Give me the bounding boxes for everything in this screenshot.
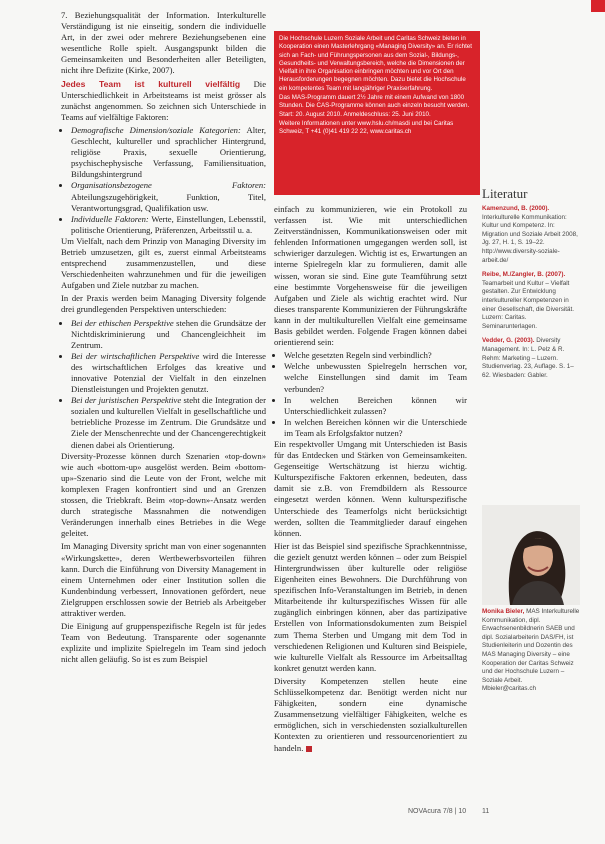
paragraph: einfach zu kommunizieren, wie ein Protokoll zu verfassen ist. Wie mit unterschiedlichen Zeitverständnissen, Kommunikationsweisen oder mit fehlenden Informationen umgegangen werden soll, ist schwieriger darzulegen. Wichtig ist es, Erwartungen an interne Spielregeln klar zu formulieren, damit alle wissen, woran sie sind. Eine gute Teamführung setzt eine bestimmte Vorgehensweise für die jeweiligen Aufgaben und Ziele als wichtig erachtet wird. Nur dieses transparente Kommunizieren der Führungskräfte kann in der multikulturellen Vielfalt eine gemeinsame Basis gebildet werden. Folgende Fragen können dabei orientierend sein: bbox=[274, 204, 467, 348]
left-column bbox=[61, 10, 266, 667]
paragraph: Ein respektvoller Umgang mit Unterschieden ist Basis für das Entdecken und Stärken von Gemeinsamkeiten. Gegenseitige Wertschätzung ist hierzu wichtig. Kulturspezifische Faktoren erkennen, bedeuten, dass damit sie z.B. von Fremdbildern als Ressource eingesetzt werden können. Wenn kulturspezifische Unterschiede des Teamerfolgs nicht berücksichtigt werden, sollten die Teammitglieder darauf eingehen können. bbox=[274, 438, 467, 538]
section-heading: Jedes Team ist kulturell vielfältig bbox=[61, 78, 241, 89]
middle-column bbox=[274, 204, 467, 756]
perspective-list bbox=[61, 318, 266, 451]
list-item bbox=[71, 125, 266, 180]
reference-text: Diversity Management. In: L. Pelz & R. Rehm: Marketing – Luzern. Studienverlag. 23, Auflage. S. 1–62. Wiesbaden: Gabler. bbox=[482, 337, 574, 379]
factor-list bbox=[61, 125, 266, 236]
list-term: Bei der ethischen Perspektive bbox=[71, 317, 174, 328]
list-term: Demografische Dimension/soziale Kategorien: bbox=[71, 124, 241, 135]
reference-item bbox=[482, 271, 580, 331]
info-box bbox=[274, 31, 480, 195]
paragraph-text: Die Unterschiedlichkeit in Arbeitsteams ist meist grösser als zunächst angenommen. So zeichnen sich Unterschiede in Teams auf vielfältige Faktoren: bbox=[61, 78, 267, 122]
section-heading-paragraph bbox=[61, 79, 266, 123]
list-item bbox=[71, 351, 266, 395]
paragraph: Im Managing Diversity spricht man von einer sogenannten «Wirkungskette», deren Wertbewerbsvorteilen führen kann. Durch die Einführung von Diversity Management in einem Unternehmen oder einer Institution sollen die Kundenbindung verbessert, Innovationen gefördert, neue Zielgruppen erschlossen sowie der Betrieb als Arbeitgeber attraktiver werden. bbox=[61, 541, 266, 618]
list-text: steht die Integration der sozialen und kulturellen Vielfalt in gesellschaftliche und betriebliche Prozesse im Zentrum. Die Grundsätze und Ziele der Menschenrechte und der Chancengerechtigkeit dienen dabei als Orientierung. bbox=[71, 395, 266, 450]
author-photo bbox=[482, 505, 580, 605]
author-email[interactable]: Mbieler@caritas.ch bbox=[482, 685, 536, 693]
reference-author: Kamenzund, B. (2000). bbox=[482, 205, 550, 212]
paragraph: In der Praxis werden beim Managing Diversity folgende drei grundlegenden Perspektiven unterschieden: bbox=[61, 293, 266, 315]
list-item: • Welche gesetzten Regeln sind verbindlich? bbox=[284, 350, 467, 361]
reference-text: Interkulturelle Kommunikation: Kultur und Kompetenz. In: Migration und Soziale Arbeit 2008, Jg. 27, H. 1, S. 19–22. http://www.diversity-soziale-arbeit.de/ bbox=[482, 213, 578, 264]
literature-sidebar bbox=[482, 186, 580, 386]
reference-author: Reibe, M./Zangler, B. (2007). bbox=[482, 271, 566, 279]
list-item: • In welchen Bereichen können wir Unterschiedlichkeit zulassen? bbox=[284, 395, 467, 417]
paragraph-text: Diversity Kompetenzen stellen heute eine Schlüsselkompetenz dar. Benötigt werden nicht nur Fähigkeiten, sondern eine dynamische Zusammensetzung vielfältiger Fähigkeiten, welche es ermöglichen, sich in verschiedensten sozialkulturellen Kontexten zu orientieren und ressourcenorientiert zu handeln. bbox=[274, 675, 467, 753]
info-paragraph: Die Hochschule Luzern Soziale Arbeit und Caritas Schweiz bieten in Kooperation einen Masterlehrgang «Managing Diversity» an. Er richtet sich an Fach- und Führungspersonen aus dem Sozial-, Bildungs-, Gesundheits- und Verwaltungsbereich, welche die Dimensionen der Vielfalt in ihre Organisation einbringen möchten und vor Ort den Herausforderungen begegnen möchten. Dazu bietet die Hochschule ein kompetentes Team mit langjähriger Praxiserfahrung. bbox=[279, 35, 472, 92]
list-term: Organisationsbezogene Faktoren: bbox=[71, 180, 266, 191]
list-text: Werte, Einstellungen, Lebensstil, politische Orientierung, Präferenzen, Arbeitsstil u. a. bbox=[71, 213, 266, 235]
list-text: stehen die Grundsätze der Nichtdiskriminierung und Chancengleichheit im Zentrum. bbox=[71, 317, 266, 350]
info-paragraph: Das MAS-Programm dauert 2½ Jahre mit einem Aufwand von 1800 Stunden. Die CAS-Programme können auch einzeln besucht werden. Start: 20. August 2010. Anmeldeschluss: 25. Juni 2010. bbox=[279, 94, 470, 118]
list-text: Abteilungszugehörigkeit, Funktion, Titel, Verantwortungsgrad, Qualifikation usw. bbox=[71, 191, 266, 213]
reference-item bbox=[482, 337, 580, 380]
question-list bbox=[274, 350, 467, 439]
list-term: Bei der wirtschaftlichen Perspektive bbox=[71, 350, 200, 361]
paragraph: Diversity-Prozesse können durch Szenarien «top-down» wie auch «bottom-up» ausgelöst werden. Beim «bottom-up»-Szenario sind die Leute von der Front, welche mit komplexen Fragen konfrontiert sind und an Grenzen stossen, die Triebkraft. Beim «top-down»-Ansatz werden durch strategische Massnahmen die notwendigen Veränderungen innerhalb eines Betriebes in die Wege geleitet. bbox=[61, 450, 266, 539]
author-description: MAS Interkulturelle Kommunikation, dipl. Erwachsenenbildnerin SAEB und dipl. Sozialarbeiterin DAS/FH, ist Studienleiterin und Dozentin des MAS Managing Diversity – eine Kooperation der Caritas Schweiz und der Hochschule Luzern – Soziale Arbeit. bbox=[482, 608, 580, 684]
list-item bbox=[71, 214, 266, 236]
list-item: • In welchen Bereichen können wir die Unterschiede im Team als Erfolgsfaktor nutzen? bbox=[284, 417, 467, 439]
list-item: • Welche unbewussten Spielregeln herrschen vor, welche Einstellungen sind damit im Team verbunden? bbox=[284, 361, 467, 394]
reference-item bbox=[482, 205, 580, 265]
list-term: Bei der juristischen Perspektive bbox=[71, 395, 182, 406]
list-term: Individuelle Faktoren: bbox=[71, 213, 149, 224]
paragraph: 7. Beziehungsqualität der Information. Interkulturelle Verständigung ist nie einseitig, sondern die individuelle Art, in der zwei oder mehrere Beziehungsebenen eine wesentliche Rolle spielt. Ausgangspunkt bilden die Gemeinsamkeiten und Besonderheiten aller Beteiligten, nicht ihre Defizite (Kirke, 2007). bbox=[61, 10, 266, 76]
reference-author: Vedder, G. (2003). bbox=[482, 337, 535, 345]
list-item bbox=[71, 180, 266, 213]
paragraph: Hier ist das Beispiel sind spezifische Sprachkenntnisse, die gezielt genutzt werden können – oder zum Beispiel Hintergrundwissen über kulturelle oder religiöse Eigenheiten eines Bewohners. Die Durchführung von spezifischen Info-Veranstaltungen im Betrieb, in denen Mitarbeitende ihr kulturspezifisches Wissen für alle zugänglich einbringen können, aber das partizipative Erstellen von Informationsdokumenten zum Beispiel zum Thema Sterben und Umgang mit dem Tod in verschiedenen Religionen und Kulturen sind Beispiele, wie kulturelle Vielfalt als Ressource im Arbeitsalltag konkret genutzt werden kann. bbox=[274, 540, 467, 673]
list-item bbox=[71, 318, 266, 351]
list-item bbox=[71, 395, 266, 450]
end-mark-icon bbox=[306, 746, 312, 752]
journal-footer: NOVAcura 7/8 | 10 bbox=[408, 808, 467, 815]
page-number: 11 bbox=[482, 808, 490, 815]
author-name: Monika Bieler, bbox=[482, 608, 525, 615]
author-portrait-icon bbox=[482, 505, 580, 605]
page-corner-bar bbox=[591, 0, 605, 12]
paragraph: Die Einigung auf gruppenspezifische Regeln ist für jedes Team von Bedeutung. Transparente oder sogenannte explizite und implizite Spielregeln im Team sind jedoch nicht allen geläufig. So ist es zum Beispiel bbox=[61, 621, 266, 665]
paragraph bbox=[274, 676, 467, 754]
info-paragraph: Weitere Informationen unter www.hslu.ch/masdi und bei Caritas Schweiz, T +41 (0)41 419 22 22, www.caritas.ch bbox=[279, 119, 454, 136]
paragraph: Um Vielfalt, nach dem Prinzip von Managing Diversity im Betrieb umzusetzen, gilt es, zuerst einmal Arbeitsteams entsprechend zusammenzustellen, und diese Verschiedenheiten wahrzunehmen und für die jeweiligen Aufgaben und Ziele nutzbar zu machen. bbox=[61, 235, 266, 291]
literature-title: Literatur bbox=[482, 186, 528, 201]
reference-text: Teamarbeit und Kultur – Vielfalt gestalten. Zur Entwicklung interkultureller Kompetenzen in einer Gesellschaft, die Diversität. Luzern: Caritas. Seminarunterlagen. bbox=[482, 279, 575, 330]
author-bio bbox=[482, 608, 580, 694]
list-text: wird die Interesse des wirtschaftlichen Erfolges das kreative und innovative Potenzial der Vielfalt in den einzelnen Dienstleistungen und Projekten genutzt. bbox=[71, 350, 266, 395]
list-text: Alter, Geschlecht, kultureller und sprachlicher Hintergrund, religiöse Praxis, sexuelle Orientierung, psychischephysische Verfassung, Familiensituation, Bildungshintergrund bbox=[71, 124, 266, 180]
